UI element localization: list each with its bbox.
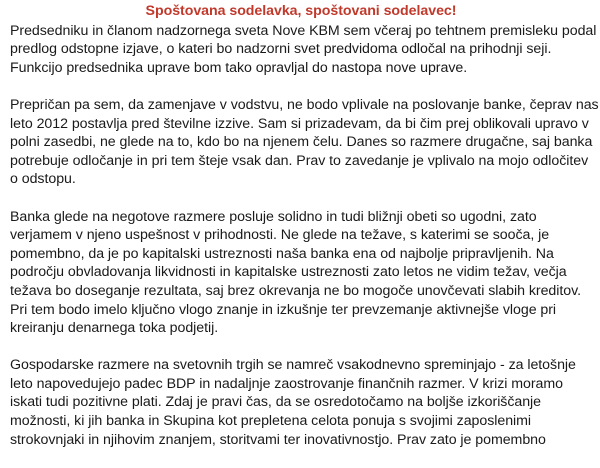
text-line: strokovnjaki in njihovim znanjem, storitvami ter inovativnostjo. Prav zato je pomembno [10,431,546,448]
paragraph-4 [10,356,592,449]
paragraph-2 [10,96,599,189]
text-line: Pri tem bodo imelo ključno vlogo znanje in izkušnje ter prevzemanje aktivnejše vloge pri [10,301,557,318]
letter-document [10,2,599,468]
text-line: Gospodarske razmere na svetovnih trgih se namreč vsakodnevno spreminjajo - za letošnje [10,357,576,374]
text-line: potrebuje odločanje in pri tem šteje vsak dan. Prav to zavedanje je vplivalo na mojo odločitev [10,152,589,169]
text-line: verjamem v njeno uspešnost v prihodnosti. Ne glede na težave, s katerimi se sooča, je [10,227,550,244]
text-line: predlog odstopne izjave, o kateri bo nadzorni svet predvidoma odločal na prihodnji seji. [10,41,552,58]
text-line: kreiranju denarnega toka podjetij. [10,320,219,337]
text-line: Predsedniku in članom nadzornega sveta Nove KBM sem včeraj po tehtnem premisleku podal [10,22,597,39]
text-line: leto 2012 postavlja pred številne izzive. Sam si prizadevam, da bi čim prej oblikovali upravo v [10,115,589,132]
text-line: polni zasedbi, ne glede na to, kdo bo na njenem čelu. Danes so razmere drugačne, saj banka [10,134,593,151]
text-line: področju obvladovanja likvidnosti in kapitalske ustreznosti zato letos ne vidim težav, večja [10,264,567,281]
text-line: možnosti, ki jih banka in Skupina kot prepletena celota ponuja s svojimi zaposlenimi [10,413,532,430]
text-line: Prepričan pa sem, da zamenjave v vodstvu, ne bodo vplivale na poslovanje banke, čeprav nas [10,96,599,113]
text-line: leto napovedujejo padec BDP in nadaljnje zaostrovanje finančnih razmer. V krizi moramo [10,375,564,392]
text-line: pomembno, da je po kapitalski ustreznosti naša banka ena od najbolje pripravljenih. Na [10,245,554,262]
text-line: težava bo doseganje rezultata, saj brez okrevanja ne bo mogoče unovčevati slabih kreditov. [10,282,581,299]
text-line: iskati tudi pozitivne plati. Zdaj je pravi čas, da se osredotočamo na boljše izkoriščanje [10,394,542,411]
text-line: Banka glede na negotove razmere posluje solidno in tudi bližnji obeti so ugodni, zato [10,208,537,225]
text-line: o odstopu. [10,171,76,188]
paragraph-1 [10,22,597,78]
letter-title: Spoštovana sodelavka, spoštovani sodelavec! [145,3,457,19]
text-line: Funkcijo predsednika uprave bom tako opravljal do nastopa nove uprave. [10,59,468,76]
paragraph-3 [10,208,592,338]
